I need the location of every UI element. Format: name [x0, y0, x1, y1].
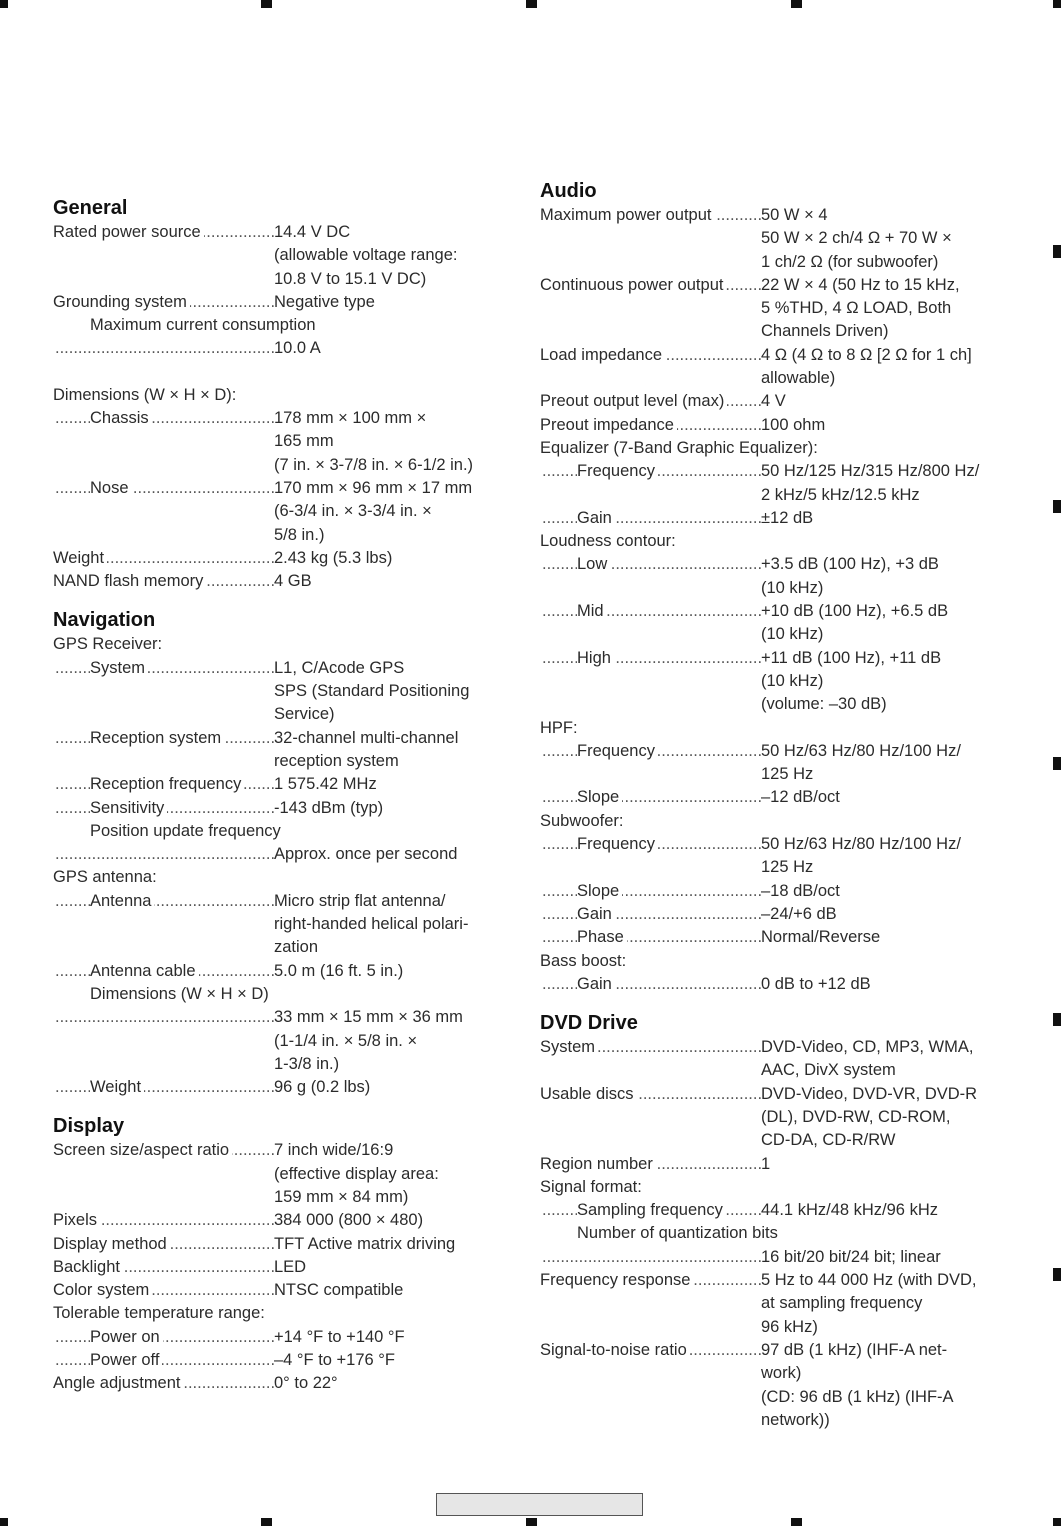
spec-value: Normal/Reverse	[761, 928, 881, 947]
spec-value: 33 mm × 15 mm × 36 mm (1-1/4 in. × 5/8 in. × 1-3/8 in.)	[274, 1008, 463, 1073]
spec-row	[540, 1036, 990, 1083]
spec-label: Nose	[90, 479, 132, 497]
registration-mark	[791, 0, 802, 8]
spec-label: Reception frequency	[90, 775, 244, 793]
spec-value: DVD-Video, CD, MP3, WMA, AAC, DivX system	[761, 1038, 974, 1080]
spec-row	[53, 314, 498, 337]
spec-row	[53, 221, 498, 291]
spec-row	[53, 1302, 498, 1325]
spec-label-leader	[540, 274, 761, 297]
spec-label-leader	[540, 1083, 761, 1106]
spec-row	[53, 657, 498, 727]
spec-value: DVD-Video, DVD-VR, DVD-R (DL), DVD-RW, CD-ROM, CD-DA, CD-R/RW	[761, 1084, 978, 1150]
spec-label-leader	[540, 740, 761, 763]
spec-row	[540, 786, 990, 809]
spec-row	[540, 740, 990, 787]
section-title: General	[53, 197, 128, 219]
spec-label-leader	[53, 773, 274, 796]
spec-label: Color system	[53, 1281, 152, 1299]
registration-mark	[0, 1518, 8, 1526]
section-title: Display	[53, 1115, 125, 1138]
spec-row	[53, 797, 498, 820]
spec-value: 178 mm × 100 mm × 165 mm (7 in. × 3-7/8 in. × 6-1/2 in.)	[274, 409, 474, 474]
registration-mark	[791, 1518, 802, 1526]
section-audio	[540, 178, 990, 996]
spec-value: –24/+6 dB	[761, 904, 837, 923]
spec-label: Signal format:	[540, 1177, 642, 1196]
spec-value: 14.4 V DC (allowable voltage range: 10.8 V to 15.1 V DC)	[274, 223, 458, 288]
spec-label: Pixels	[53, 1211, 100, 1229]
spec-label-leader	[540, 1269, 761, 1292]
spec-label-leader	[540, 553, 761, 576]
registration-mark	[1053, 757, 1061, 770]
spec-value: +11 dB (100 Hz), +11 dB (10 kHz) (volume: –30 dB)	[761, 648, 942, 714]
spec-value: 7 inch wide/16:9 (effective display area: 159 mm × 84 mm)	[274, 1141, 439, 1206]
spec-label-leader	[53, 727, 274, 750]
spec-row	[53, 1372, 498, 1395]
spec-row	[540, 810, 990, 833]
spec-label-leader	[540, 1036, 761, 1059]
spec-label-leader	[540, 926, 761, 949]
spec-row	[540, 553, 990, 600]
spec-label-leader	[53, 797, 274, 820]
section-title: Audio	[540, 180, 597, 202]
spec-label: Weight	[90, 1078, 144, 1096]
spec-label: Weight	[53, 549, 107, 567]
spec-label-leader	[53, 1349, 274, 1372]
spec-row	[540, 274, 990, 344]
spec-label-leader	[540, 1246, 761, 1269]
spec-row	[53, 291, 498, 314]
spec-value: TFT Active matrix driving	[274, 1234, 456, 1253]
spec-row	[53, 1233, 498, 1256]
left-spec-column	[53, 195, 498, 1410]
spec-row	[53, 1256, 498, 1279]
spec-label-leader	[540, 414, 761, 437]
spec-row	[540, 926, 990, 949]
spec-value: +3.5 dB (100 Hz), +3 dB (10 kHz)	[761, 555, 939, 597]
spec-value: Negative type	[274, 292, 375, 311]
spec-row	[540, 903, 990, 926]
spec-row	[53, 1209, 498, 1232]
spec-label-leader	[540, 1153, 761, 1176]
spec-label-leader	[53, 1256, 274, 1279]
spec-label: Continuous power output	[540, 276, 726, 294]
spec-value: ±12 dB	[761, 508, 814, 527]
spec-row	[540, 1176, 990, 1199]
spec-value: 384 000 (800 × 480)	[274, 1211, 424, 1230]
spec-label: Antenna cable	[90, 962, 199, 980]
spec-row	[53, 1326, 498, 1349]
spec-label: Load impedance	[540, 346, 665, 364]
spec-label	[600, 1248, 603, 1266]
spec-row	[53, 570, 498, 593]
spec-label: GPS antenna:	[53, 868, 157, 887]
spec-value: –12 dB/oct	[761, 788, 840, 807]
registration-mark	[1053, 0, 1061, 8]
spec-row	[53, 1006, 498, 1076]
spec-row	[53, 890, 498, 960]
registration-mark	[1053, 500, 1061, 513]
spec-label-leader	[540, 973, 761, 996]
registration-mark	[1053, 1518, 1061, 1526]
spec-value: 4 GB	[274, 572, 312, 591]
spec-label: System	[540, 1038, 598, 1056]
spec-label-leader	[53, 1006, 274, 1029]
spec-row	[540, 950, 990, 973]
spec-value: 96 g (0.2 lbs)	[274, 1078, 371, 1097]
spec-label: Frequency	[577, 462, 658, 480]
spec-label: Reception system	[90, 729, 224, 747]
registration-mark	[261, 1518, 272, 1526]
spec-label-leader	[540, 880, 761, 903]
spec-row	[540, 460, 990, 507]
spec-row	[540, 1153, 990, 1176]
spec-label-leader	[53, 890, 274, 913]
spec-label-leader	[53, 1372, 274, 1395]
spec-label-leader	[540, 460, 761, 483]
spec-label: Backlight	[53, 1258, 123, 1276]
spec-label-leader	[540, 786, 761, 809]
spec-label: Subwoofer:	[540, 811, 624, 830]
spec-value: 2.43 kg (5.3 lbs)	[274, 548, 393, 567]
spec-label-leader	[540, 507, 761, 530]
spec-row	[53, 337, 498, 360]
spec-label-leader	[53, 570, 274, 593]
spec-row	[53, 407, 498, 477]
spec-row	[540, 1199, 990, 1222]
spec-label	[113, 1008, 116, 1026]
spec-label: Antenna	[90, 892, 154, 910]
spec-value: 44.1 kHz/48 kHz/96 kHz	[761, 1201, 938, 1220]
spec-label: Maximum current consumption	[90, 316, 316, 335]
spec-row	[540, 414, 990, 437]
spec-label: High	[577, 649, 614, 667]
section-navigation	[53, 607, 498, 1099]
spec-value: -143 dBm (typ)	[274, 798, 384, 817]
spec-row	[540, 600, 990, 647]
spec-row	[540, 1246, 990, 1269]
spec-label: Grounding system	[53, 293, 190, 311]
spec-label: Slope	[577, 882, 622, 900]
registration-mark	[1053, 1013, 1061, 1026]
spec-value: NTSC compatible	[274, 1281, 404, 1300]
registration-mark	[526, 1518, 537, 1526]
spec-label-leader	[53, 221, 274, 244]
spec-label-leader	[53, 1076, 274, 1099]
spec-label-leader	[540, 833, 761, 856]
section-dvd-drive	[540, 1010, 990, 1432]
spec-label: System	[90, 659, 148, 677]
spec-row	[540, 973, 990, 996]
spec-label: Sampling frequency	[577, 1201, 726, 1219]
spec-label-leader	[540, 600, 761, 623]
spec-label: Region number	[540, 1155, 656, 1173]
registration-mark	[0, 0, 8, 8]
spec-row	[53, 633, 498, 656]
spec-label: Phase	[577, 928, 627, 946]
spec-label: Frequency	[577, 742, 658, 760]
spec-label-leader	[540, 344, 761, 367]
spec-row	[53, 960, 498, 983]
spec-label: Rated power source	[53, 223, 204, 241]
spec-row	[53, 820, 498, 843]
spec-label: Dimensions (W × H × D):	[53, 385, 237, 404]
spec-label: Chassis	[90, 409, 152, 427]
spec-row	[53, 727, 498, 774]
spec-row	[540, 507, 990, 530]
spec-value: 4 Ω (4 Ω to 8 Ω [2 Ω for 1 ch] allowable)	[761, 345, 972, 388]
spec-label-leader	[540, 1199, 761, 1222]
spec-label	[113, 845, 116, 863]
spec-value: 32-channel multi-channel reception system	[274, 728, 459, 770]
spec-label: Gain	[577, 509, 615, 527]
spec-label: Preout impedance	[540, 416, 677, 434]
spec-row	[53, 1139, 498, 1209]
spec-row	[53, 1279, 498, 1302]
spec-label-leader	[540, 1339, 761, 1362]
spec-label-leader	[53, 1233, 274, 1256]
spec-label-leader	[53, 1279, 274, 1302]
spec-value: 10.0 A	[274, 339, 321, 358]
spec-value: 1	[761, 1154, 771, 1173]
spec-row	[53, 547, 498, 570]
spec-label: Maximum power output	[540, 206, 715, 224]
spec-label: NAND flash memory	[53, 572, 206, 590]
spec-value: 50 Hz/125 Hz/315 Hz/800 Hz/ 2 kHz/5 kHz/12.5 kHz	[761, 462, 980, 504]
spec-row	[540, 1083, 990, 1153]
spec-value: Micro strip flat antenna/ right-handed helical polari- zation	[274, 891, 469, 957]
section-title: Navigation	[53, 609, 156, 632]
spec-value: 1 575.42 MHz	[274, 775, 377, 794]
spec-label: Equalizer (7-Band Graphic Equalizer):	[540, 438, 818, 457]
spec-label-leader	[540, 390, 761, 413]
spec-row	[540, 833, 990, 880]
spec-label-leader	[53, 843, 274, 866]
spec-row	[540, 1269, 990, 1339]
spec-label: HPF:	[540, 718, 578, 737]
spec-value: +14 °F to +140 °F	[274, 1327, 405, 1346]
right-spec-column	[540, 178, 990, 1446]
spec-row	[540, 647, 990, 717]
spec-label: Low	[577, 555, 610, 573]
spec-label: Mid	[577, 602, 607, 620]
spec-label-leader	[53, 407, 274, 430]
spec-value: 22 W × 4 (50 Hz to 15 kHz, 5 %THD, 4 Ω LOAD, Both Channels Driven)	[761, 275, 960, 341]
spec-row	[540, 1222, 990, 1245]
section-general	[53, 195, 498, 593]
spec-row	[53, 384, 498, 407]
spec-value: 100 ohm	[761, 415, 826, 434]
spec-row	[53, 1349, 498, 1372]
spec-value: 50 W × 4 50 W × 2 ch/4 Ω + 70 W × 1 ch/2 Ω (for subwoofer)	[761, 206, 952, 271]
spec-label-leader	[540, 204, 761, 227]
spec-row	[540, 437, 990, 460]
spec-label: Signal-to-noise ratio	[540, 1341, 690, 1359]
registration-mark	[261, 0, 272, 8]
spec-row	[540, 717, 990, 740]
spec-label-leader	[53, 477, 274, 500]
spec-row	[53, 843, 498, 866]
spec-row	[540, 880, 990, 903]
spec-label: Screen size/aspect ratio	[53, 1141, 232, 1159]
spec-label: Display method	[53, 1235, 170, 1253]
spec-label: Power off	[90, 1351, 162, 1369]
spec-row	[540, 344, 990, 391]
spec-label-leader	[53, 337, 274, 360]
spec-row	[540, 1339, 990, 1432]
spec-label: Bass boost:	[540, 951, 627, 970]
spec-label-leader	[53, 291, 274, 314]
spec-row	[53, 1076, 498, 1099]
spec-label: Power on	[90, 1328, 163, 1346]
spec-row	[53, 983, 498, 1006]
section-display	[53, 1113, 498, 1395]
registration-mark	[1053, 245, 1061, 258]
spec-value: –4 °F to +176 °F	[274, 1351, 395, 1370]
registration-mark	[526, 0, 537, 8]
spec-label: Frequency response	[540, 1271, 693, 1289]
spec-value: 97 dB (1 kHz) (IHF-A net- work) (CD: 96 dB (1 kHz) (IHF-A network))	[761, 1340, 954, 1429]
spec-value: 170 mm × 96 mm × 17 mm (6-3/4 in. × 3-3/4 in. × 5/8 in.)	[274, 478, 473, 544]
section-title: DVD Drive	[540, 1012, 638, 1035]
spec-value: L1, C/Acode GPS SPS (Standard Positioning Service)	[274, 658, 470, 724]
spec-label: Angle adjustment	[53, 1374, 184, 1392]
spec-value: 0° to 22°	[274, 1374, 338, 1393]
spec-row	[53, 773, 498, 796]
spec-row	[540, 390, 990, 413]
spec-label-leader	[53, 960, 274, 983]
spec-label: Sensitivity	[90, 799, 167, 817]
spec-value: 5 Hz to 44 000 Hz (with DVD, at sampling frequency 96 kHz)	[761, 1271, 977, 1336]
spec-value: 50 Hz/63 Hz/80 Hz/100 Hz/ 125 Hz	[761, 835, 961, 877]
spec-label: Position update frequency	[90, 821, 281, 840]
spec-row	[53, 866, 498, 889]
spec-label: Preout output level (max)	[540, 392, 727, 410]
spec-label: GPS Receiver:	[53, 635, 163, 654]
spec-label-leader	[540, 903, 761, 926]
spec-label-leader	[53, 1209, 274, 1232]
page-number-box	[436, 1493, 643, 1516]
spec-row	[540, 530, 990, 553]
spec-label: Slope	[577, 788, 622, 806]
spec-label: Frequency	[577, 835, 658, 853]
spec-label: Usable discs	[540, 1085, 637, 1103]
spec-value: 0 dB to +12 dB	[761, 974, 871, 993]
spec-label: Dimensions (W × H × D)	[90, 984, 269, 1003]
spec-value: +10 dB (100 Hz), +6.5 dB (10 kHz)	[761, 602, 949, 644]
spec-label: Gain	[577, 975, 615, 993]
spec-label: Number of quantization bits	[577, 1224, 778, 1243]
spec-value: 4 V	[761, 392, 786, 411]
spec-label-leader	[53, 1139, 274, 1162]
spec-value: 50 Hz/63 Hz/80 Hz/100 Hz/ 125 Hz	[761, 741, 961, 784]
spec-value: Approx. once per second	[274, 845, 458, 864]
spec-label: Tolerable temperature range:	[53, 1304, 265, 1323]
spec-value: LED	[274, 1257, 307, 1276]
spec-label-leader	[53, 1326, 274, 1349]
spec-value: 16 bit/20 bit/24 bit; linear	[761, 1247, 941, 1266]
spec-label-leader	[540, 647, 761, 670]
spec-label	[113, 339, 116, 357]
spec-value: 5.0 m (16 ft. 5 in.)	[274, 961, 404, 980]
spec-row	[53, 477, 498, 547]
spec-label: Gain	[577, 905, 615, 923]
spec-label-leader	[53, 657, 274, 680]
registration-mark	[1053, 1268, 1061, 1281]
spec-label-leader	[53, 547, 274, 570]
spec-value: –18 dB/oct	[761, 881, 840, 900]
spec-label: Loudness contour:	[540, 532, 676, 551]
spec-row	[540, 204, 990, 274]
